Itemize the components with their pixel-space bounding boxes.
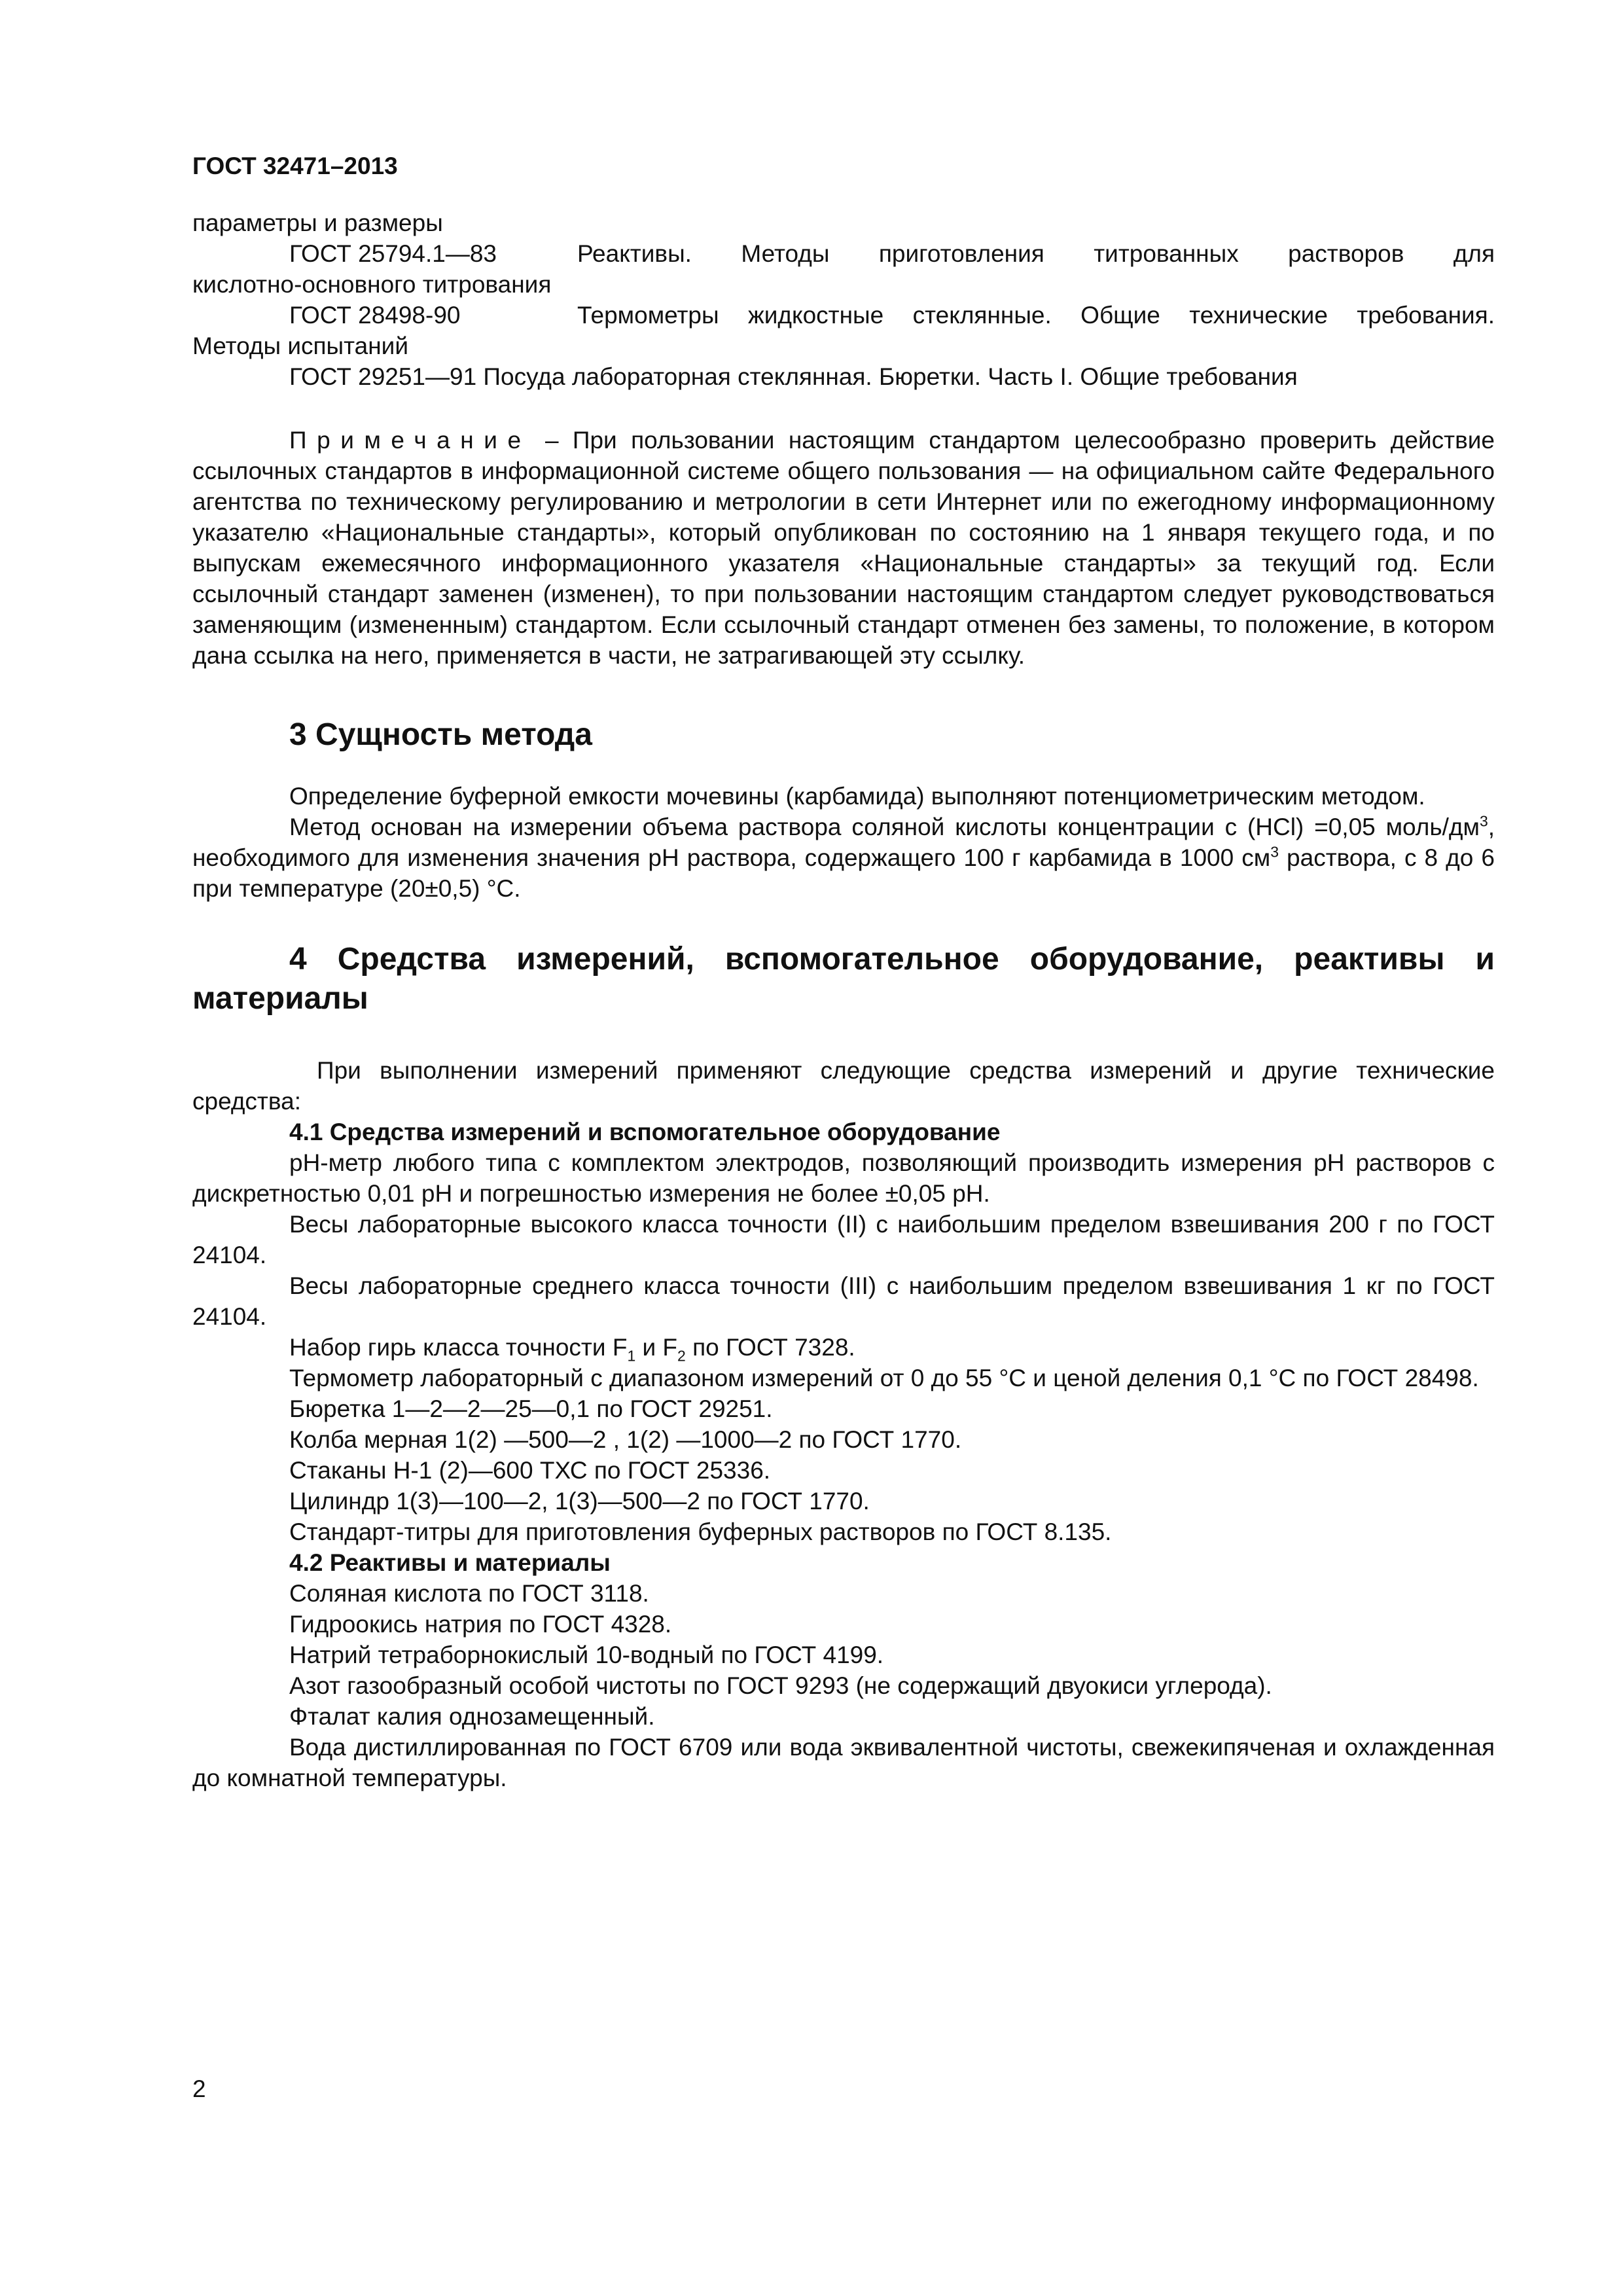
equipment-item <box>192 1332 1495 1363</box>
equipment-item: Цилиндр 1(3)—100—2, 1(3)—500—2 по ГОСТ 1770. <box>289 1488 870 1515</box>
section-3-paragraph-1: Определение буферной емкости мочевины (карбамида) выполняют потенциометрическим методом. <box>289 783 1425 810</box>
ref-gost-28498 <box>192 300 1495 331</box>
ref-code: ГОСТ 25794.1—83 <box>289 240 497 267</box>
section-4-intro: При выполнении измерений применяют следующие средства измерений и другие технические средства: <box>192 1057 1495 1115</box>
ref-gost-29251: ГОСТ 29251—91 Посуда лабораторная стеклянная. Бюретки. Часть I. Общие требования <box>289 363 1298 390</box>
equipment-item: Термометр лабораторный с диапазоном измерений от 0 до 55 °С и ценой деления 0,1 °С по ГОСТ 28498. <box>289 1365 1479 1391</box>
text-run: раствора, с 8 до 6 при температуре (20±0,5) °С. <box>192 844 1495 902</box>
section-4-title: 4 Средства измерений, вспомогательное оборудование, реактивы и материалы <box>192 942 1495 1016</box>
ref-continuation: параметры и размеры <box>192 209 443 236</box>
equipment-item: Колба мерная 1(2) —500—2 , 1(2) —1000—2 по ГОСТ 1770. <box>289 1426 962 1453</box>
document-code-header: ГОСТ 32471–2013 <box>192 152 398 179</box>
ref-tail: Методы испытаний <box>192 332 409 359</box>
material-item: Азот газообразный особой чистоты по ГОСТ 9293 (не содержащий двуокиси углерода). <box>289 1672 1272 1699</box>
subsection-4-1-title: 4.1 Средства измерений и вспомогательное оборудование <box>289 1119 1001 1145</box>
text-run: Метод основан на измерении объема раствора соляной кислоты концентрации с (HCl) =0,05 моль/дм <box>289 814 1480 840</box>
material-item: Натрий тетраборнокислый 10-водный по ГОСТ 4199. <box>289 1641 884 1668</box>
text-run: и F <box>635 1334 678 1361</box>
material-item: Соляная кислота по ГОСТ 3118. <box>289 1580 649 1607</box>
material-item: Гидроокись натрия по ГОСТ 4328. <box>289 1611 672 1638</box>
subsection-4-2-title: 4.2 Реактивы и материалы <box>289 1549 611 1576</box>
equipment-item: Бюретка 1—2—2—25—0,1 по ГОСТ 29251. <box>289 1395 773 1422</box>
equipment-item: Стандарт-титры для приготовления буферных растворов по ГОСТ 8.135. <box>289 1518 1112 1545</box>
note-label: Примечание <box>289 427 531 454</box>
section-3-paragraph-2 <box>192 812 1495 904</box>
subscript: 2 <box>677 1347 686 1365</box>
text-run: Набор гирь класса точности F <box>289 1334 628 1361</box>
superscript: 3 <box>1479 812 1488 830</box>
ref-code: ГОСТ 28498-90 <box>289 302 461 329</box>
text-run: , необходимого для изменения значения pH раствора, содержащего 100 г карбамида в 1000 см <box>192 814 1495 871</box>
page-content <box>192 151 1495 1793</box>
equipment-item: pH-метр любого типа с комплектом электродов, позволяющий производить измерения pH растворов с дискретностью 0,01 pH и погрешностью измерения не более ±0,05 pH. <box>192 1149 1495 1207</box>
material-item: Фталат калия однозамещенный. <box>289 1703 655 1730</box>
subscript: 1 <box>627 1347 636 1365</box>
material-item: Вода дистиллированная по ГОСТ 6709 или вода эквивалентной чистоты, свежекипяченая и охлажденная до комнатной температуры. <box>192 1734 1495 1791</box>
equipment-item: Стаканы Н-1 (2)—600 ТХС по ГОСТ 25336. <box>289 1457 771 1484</box>
ref-text: Термометры жидкостные стеклянные. Общие технические требования. <box>577 302 1495 329</box>
note-text: – При пользовании настоящим стандартом целесообразно проверить действие ссылочных стандартов в информационной системе общего пользования — на официальном сайте Федерального агентства по техническому регулированию и метрологии в сети Интернет или по ежегодному информационному указателю «Национальные стандарты», который опубликован по состоянию на 1 января текущего года, и по выпускам ежемесячного информационного указателя «Национальные стандарты» за текущий год. Если ссылочный стандарт заменен (изменен), то при пользовании настоящим стандартом следует руководствоваться заменяющим (измененным) стандартом. Если ссылочный стандарт отменен без замены, то положение, в котором дана ссылка на него, применяется в части, не затрагивающей эту ссылку. <box>192 427 1495 669</box>
note-paragraph <box>192 425 1495 671</box>
page-number: 2 <box>192 2075 206 2102</box>
equipment-item: Весы лабораторные высокого класса точности (II) с наибольшим пределом взвешивания 200 г по ГОСТ 24104. <box>192 1211 1495 1268</box>
text-run: по ГОСТ 7328. <box>685 1334 855 1361</box>
ref-tail: кислотно-основного титрования <box>192 271 552 298</box>
ref-gost-25794 <box>192 238 1495 269</box>
section-3-title: 3 Сущность метода <box>289 717 592 752</box>
ref-text: Реактивы. Методы приготовления титрованных растворов для <box>577 240 1495 267</box>
equipment-item: Весы лабораторные среднего класса точности (III) с наибольшим пределом взвешивания 1 кг по ГОСТ 24104. <box>192 1272 1495 1330</box>
superscript: 3 <box>1270 843 1279 861</box>
